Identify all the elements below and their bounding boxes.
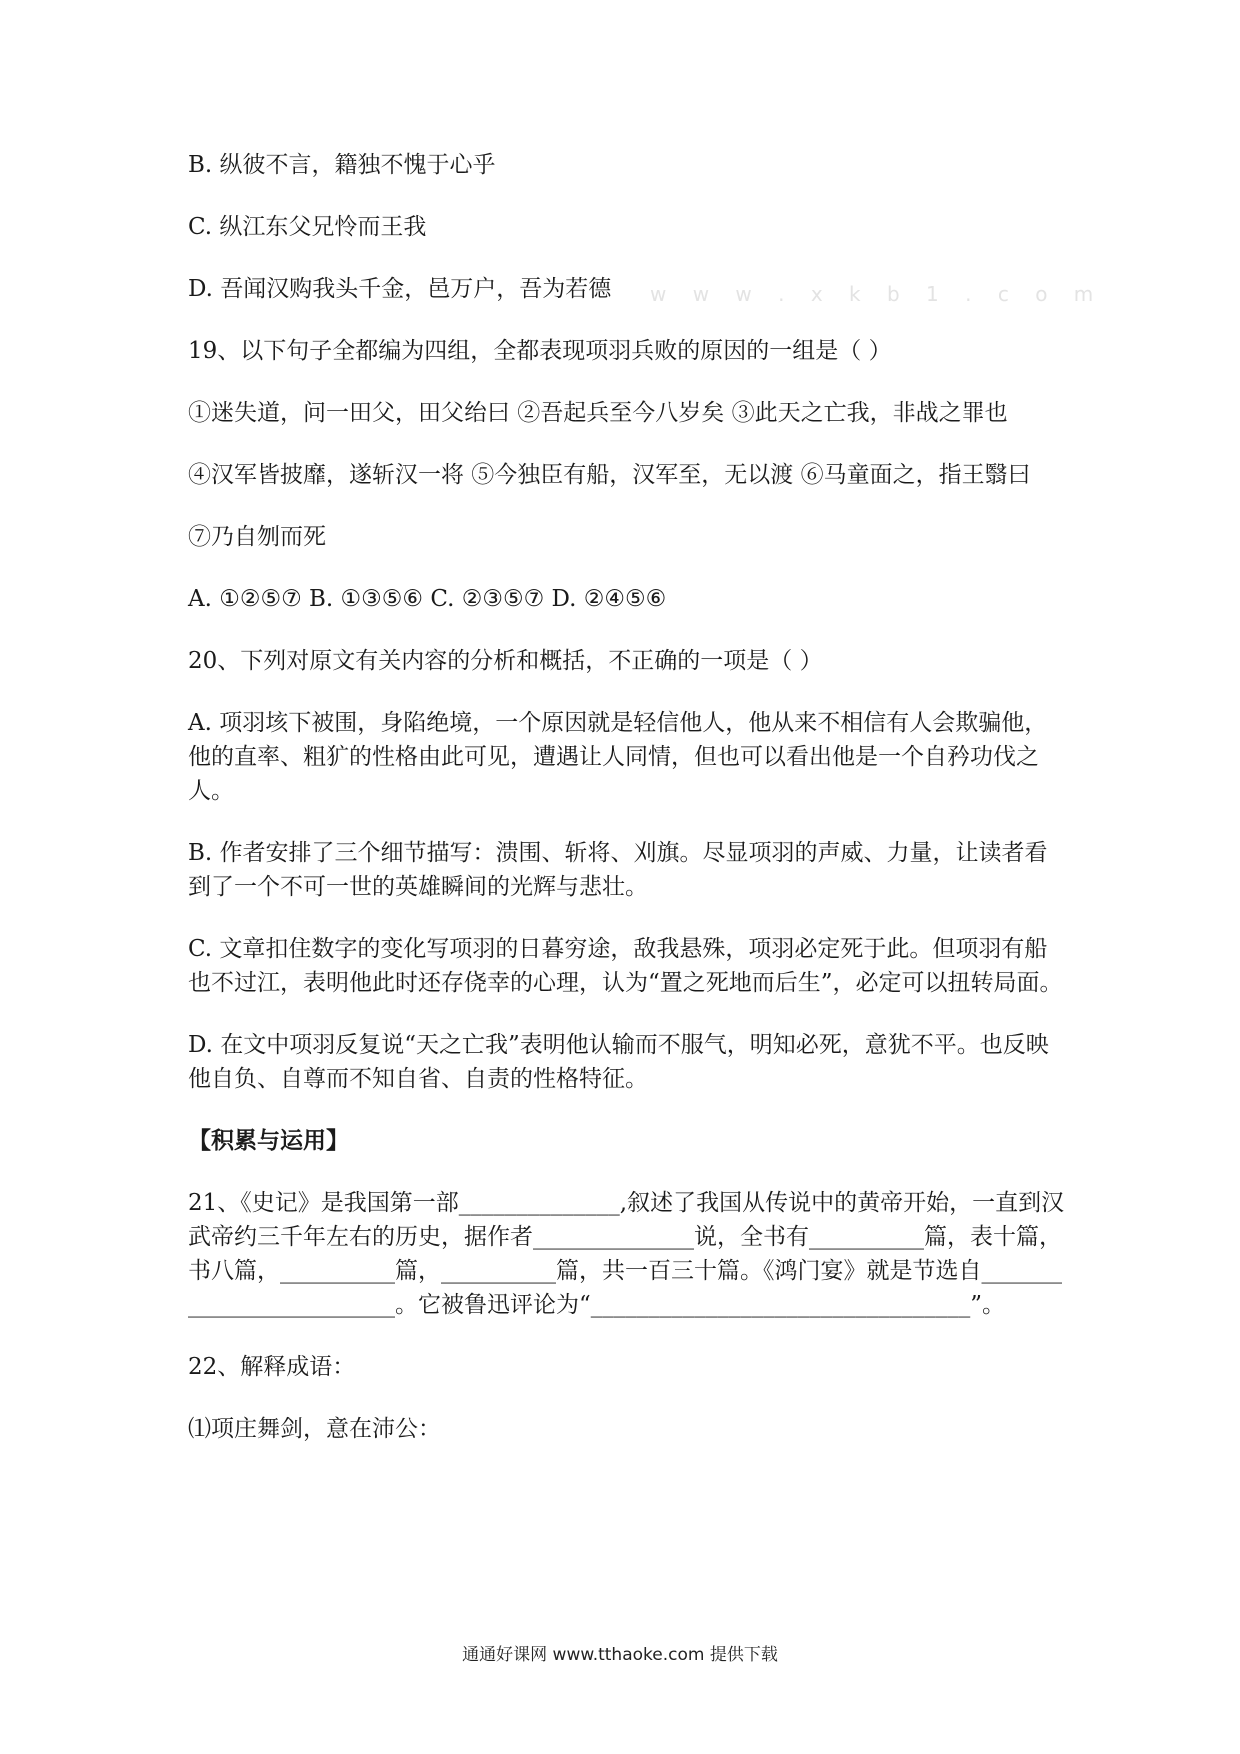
question-19-items-3: ⑦乃自刎而死 xyxy=(188,524,326,550)
page-footer: 通通好课网 www.tthaoke.com 提供下载 xyxy=(462,1645,778,1665)
question-20-option-b: B. 作者安排了三个细节描写：溃围、斩将、刈旗。尽显项羽的声威、力量，让读者看到了一个不可一世的英雄瞬间的光辉与悲壮。 xyxy=(188,840,1048,900)
option-b-line: B. 纵彼不言，籍独不愧于心乎 xyxy=(188,152,496,178)
question-20-option-c: C. 文章扣住数字的变化写项羽的日暮穷途，敌我悬殊，项羽必定死于此。但项羽有船也不过江，表明他此时还存侥幸的心理，认为“置之死地而后生”，必定可以扭转局面。 xyxy=(188,936,1063,996)
watermark-text: w w w . x k b 1 . c o m xyxy=(650,282,1104,306)
question-19-items-2: ④汉军皆披靡，遂斩汉一将 ⑤今独臣有船，汉军至，无以渡 ⑥马童面之，指王翳曰 xyxy=(188,462,1031,488)
question-19-choices: A. ①②⑤⑦ B. ①③⑤⑥ C. ②③⑤⑦ D. ②④⑤⑥ xyxy=(188,586,667,612)
option-c-line: C. 纵江东父兄怜而王我 xyxy=(188,214,427,240)
question-21: 21、《史记》是我国第一部______________,叙述了我国从传说中的黄帝开始，一直到汉武帝约三千年左右的历史，据作者______________说，全书有__________篇，表十篇，书八篇，__________篇，__________篇，共一百三十篇。《鸿门宴》就是节选自_________________________。它被鲁迅评论为“_________________________________”。 xyxy=(188,1190,1065,1318)
section-heading: 【积累与运用】 xyxy=(188,1128,349,1154)
question-22: 22、解释成语： xyxy=(188,1354,356,1380)
question-20: 20、下列对原文有关内容的分析和概括，不正确的一项是（ ） xyxy=(188,648,823,674)
option-d-line: D. 吾闻汉购我头千金，邑万户，吾为若德 xyxy=(188,276,612,302)
question-19: 19、以下句子全都编为四组，全都表现项羽兵败的原因的一组是（ ） xyxy=(188,338,892,364)
question-20-option-a: A. 项羽垓下被围，身陷绝境，一个原因就是轻信他人，他从来不相信有人会欺骗他，他的直率、粗犷的性格由此可见，遭遇让人同情，但也可以看出他是一个自矜功伐之人。 xyxy=(188,710,1048,804)
question-22-item-1: ⑴项庄舞剑，意在沛公： xyxy=(188,1416,441,1442)
document-body xyxy=(188,148,1068,1474)
question-20-option-d: D. 在文中项羽反复说“天之亡我”表明他认输而不服气，明知必死，意犹不平。也反映他自负、自尊而不知自省、自责的性格特征。 xyxy=(188,1032,1049,1092)
question-19-items-1: ①迷失道，问一田父，田父绐曰 ②吾起兵至今八岁矣 ③此天之亡我，非战之罪也 xyxy=(188,400,1008,426)
